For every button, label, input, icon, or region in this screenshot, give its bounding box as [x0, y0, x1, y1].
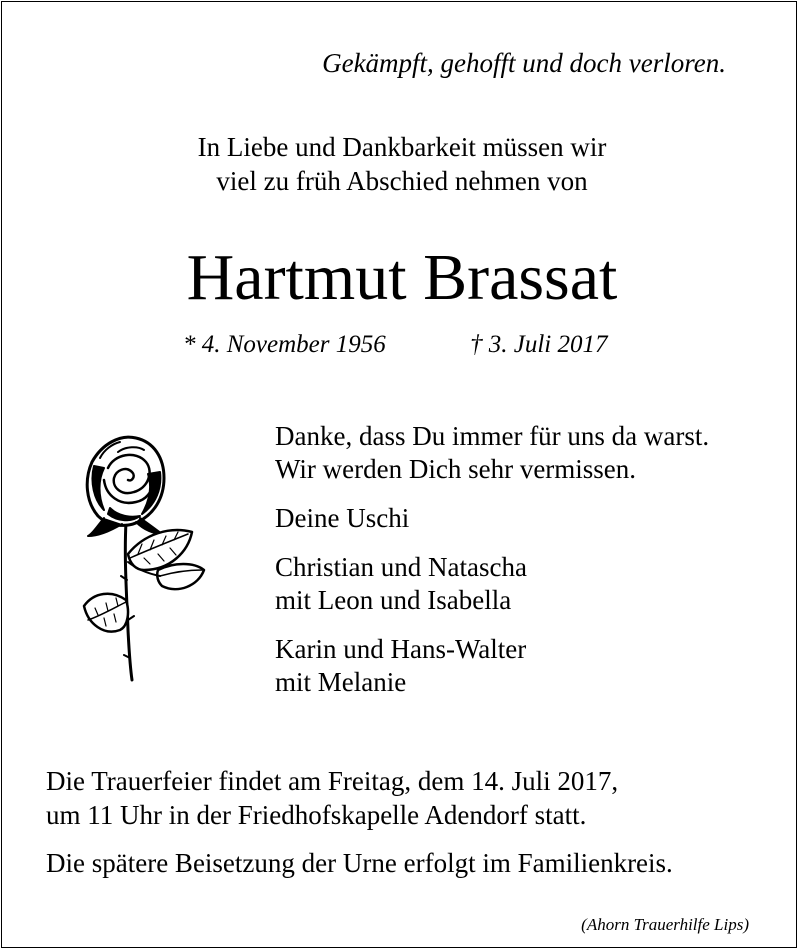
birth-date: * 4. November 1956	[183, 331, 386, 358]
motto: Gekämpft, gehofft und doch verloren.	[322, 48, 726, 78]
thanks-text	[275, 420, 709, 486]
mourner-line: Deine Uschi	[275, 503, 410, 533]
family-block	[275, 420, 709, 715]
intro-line: viel zu früh Abschied nehmen von	[216, 166, 588, 196]
mourner-line: Karin und Hans-Walter	[275, 634, 527, 664]
ceremony-line: Die Trauerfeier findet am Freitag, dem 14. Juli 2017,	[46, 766, 619, 796]
mourner-group	[275, 551, 709, 617]
mourner-group	[275, 502, 709, 535]
mourner-line: mit Leon und Isabella	[275, 585, 512, 615]
intro-line: In Liebe und Dankbarkeit müssen wir	[197, 132, 607, 162]
mourner-line: Christian und Natascha	[275, 552, 527, 582]
ceremony-line: um 11 Uhr in der Friedhofskapelle Adendorf statt.	[46, 800, 587, 830]
rose-icon	[74, 430, 206, 682]
death-date: † 3. Juli 2017	[470, 331, 608, 358]
deceased-name: Hartmut Brassat	[186, 241, 618, 314]
mourner-group	[275, 633, 709, 699]
intro-text	[2, 130, 800, 198]
undertaker-credit: (Ahorn Trauerhilfe Lips)	[581, 915, 749, 934]
notice-frame	[1, 1, 797, 948]
burial-line: Die spätere Beisetzung der Urne erfolgt im Familienkreis.	[46, 848, 673, 878]
thanks-line: Danke, dass Du immer für uns da warst.	[275, 421, 710, 451]
ceremony-info	[46, 764, 673, 880]
mourner-line: mit Melanie	[275, 667, 407, 697]
thanks-line: Wir werden Dich sehr vermissen.	[275, 454, 637, 484]
